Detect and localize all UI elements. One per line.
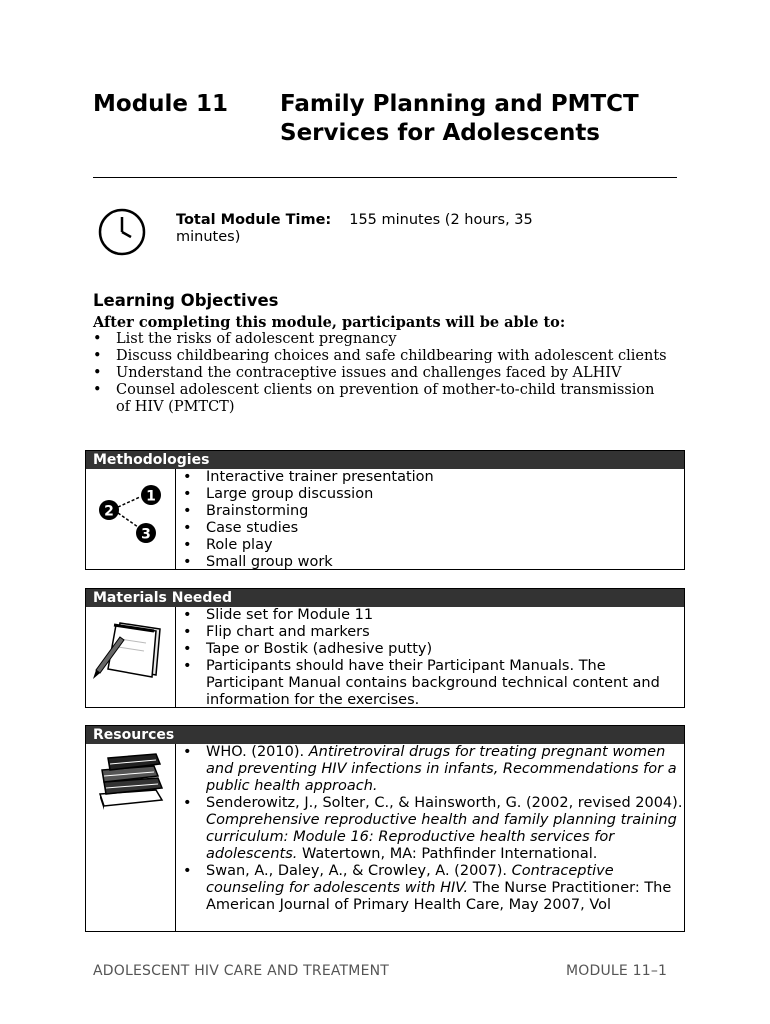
step-number: 3: [141, 526, 151, 543]
notepad-pen-icon: [90, 615, 170, 683]
time-label: Total Module Time:: [176, 212, 332, 228]
time-value: 155 minutes (2 hours, 35: [349, 212, 533, 228]
book-stack-icon: [96, 750, 166, 812]
list-item: • Brainstorming: [175, 503, 684, 520]
resources-heading: Resources: [86, 726, 684, 744]
resource-item: [175, 863, 684, 914]
objectives-lead: After completing this module, participants will be able to:: [93, 314, 566, 331]
title-divider: [93, 177, 677, 178]
step-number: 2: [104, 503, 114, 520]
clock-icon: [97, 207, 147, 257]
objectives-heading: Learning Objectives: [93, 291, 279, 310]
list-item: • Large group discussion: [175, 486, 684, 503]
methodologies-heading: Methodologies: [86, 451, 684, 469]
resources-box: [85, 725, 685, 932]
list-item: • Role play: [175, 537, 684, 554]
objective-item: • Counsel adolescent clients on prevention of mother-to-child transmission of HIV (PMTCT): [93, 382, 673, 416]
list-item: • Slide set for Module 11: [175, 607, 684, 624]
objectives-list: [93, 331, 673, 416]
resource-citation: Swan, A., Daley, A., & Crowley, A. (2007).: [206, 863, 512, 879]
list-item: • Flip chart and markers: [175, 624, 684, 641]
list-item: • Interactive trainer presentation: [175, 469, 684, 486]
materials-box: [85, 588, 685, 708]
time-value-cont: minutes): [176, 229, 241, 245]
materials-list: [175, 607, 684, 709]
resource-citation: WHO. (2010).: [206, 744, 309, 760]
footer-title: ADOLESCENT HIV CARE AND TREATMENT: [93, 963, 390, 979]
resource-item: [175, 744, 684, 795]
resources-list: [175, 744, 684, 914]
objective-item: • List the risks of adolescent pregnancy: [93, 331, 673, 348]
objective-item: • Discuss childbearing choices and safe childbearing with adolescent clients: [93, 348, 673, 365]
page-number: MODULE 11–1: [566, 963, 668, 979]
resource-title: Antiretroviral drugs for treating pregnant women and preventing HIV infections in infants, Recommendations for a public health approach.: [206, 744, 677, 794]
resource-title: Comprehensive reproductive health and family planning training curriculum: Module 16: Reproductive health services for adolescents.: [206, 812, 677, 862]
total-module-time: [176, 212, 576, 246]
list-item: • Case studies: [175, 520, 684, 537]
methodologies-list: [175, 469, 684, 571]
step-number: 1: [146, 488, 156, 505]
materials-icon-cell: [86, 607, 176, 707]
methodologies-box: [85, 450, 685, 570]
resource-citation: Senderowitz, J., Solter, C., & Hainsworth, G. (2002, revised 2004).: [206, 795, 683, 811]
numbered-steps-icon: [98, 479, 168, 545]
list-item: • Small group work: [175, 554, 684, 571]
list-item: • Participants should have their Participant Manuals. The Participant Manual contains background technical content and information for the exercises.: [175, 658, 684, 709]
resources-icon-cell: [86, 744, 176, 931]
module-number: Module 11: [93, 91, 229, 117]
resource-publisher: Watertown, MA: Pathfinder International.: [297, 846, 598, 862]
methodologies-icon-cell: [86, 469, 176, 569]
module-title: Family Planning and PMTCT Services for Adolescents: [280, 91, 639, 146]
objective-item: • Understand the contraceptive issues and challenges faced by ALHIV: [93, 365, 673, 382]
materials-heading: Materials Needed: [86, 589, 684, 607]
resource-title: Contraceptive counseling for adolescents with HIV.: [206, 863, 614, 896]
resource-publisher: The Nurse Practitioner: The American Journal of Primary Health Care, May 2007, Vol: [206, 880, 672, 913]
list-item: • Tape or Bostik (adhesive putty): [175, 641, 684, 658]
resource-item: [175, 795, 684, 863]
